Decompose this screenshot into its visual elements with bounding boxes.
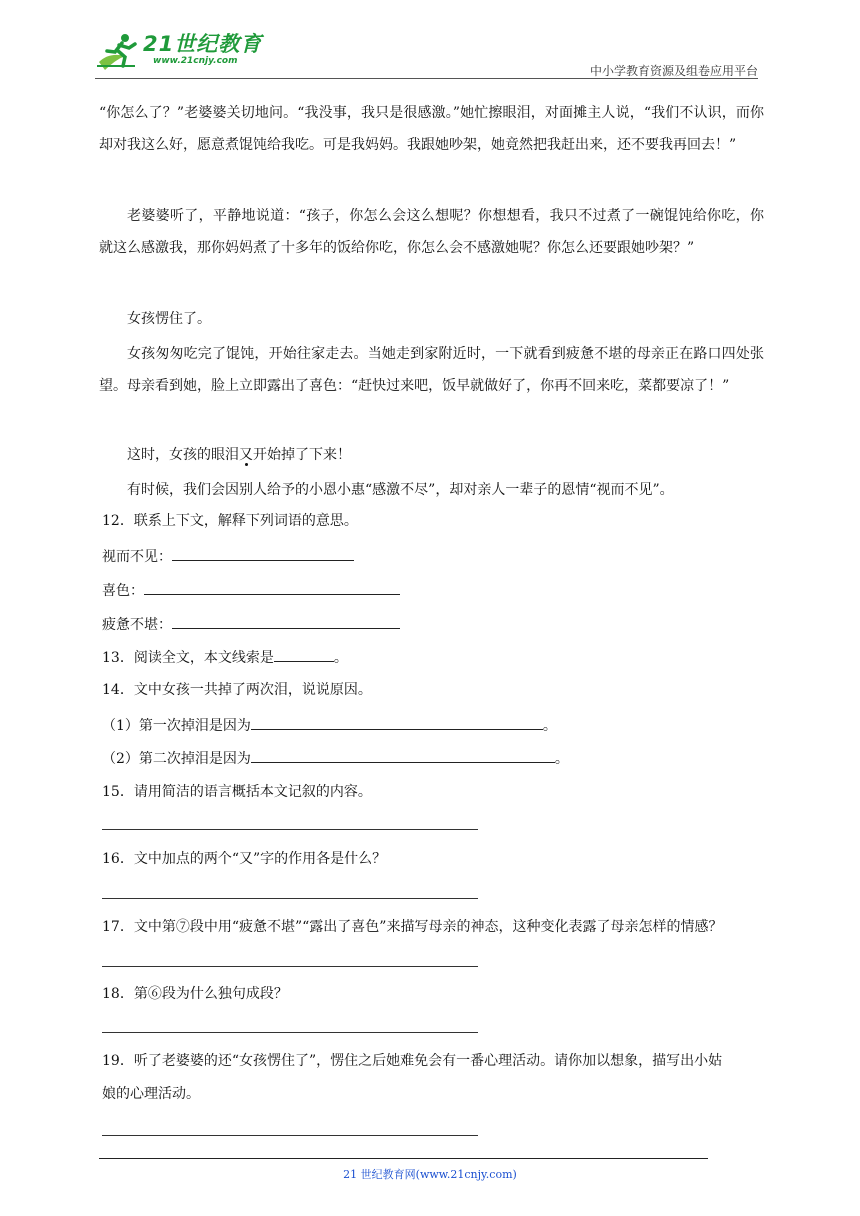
question-19-continued: 娘的心理活动。 bbox=[102, 1086, 200, 1102]
paragraph-text: “你怎么了？”老婆婆关切地问。“我没事，我只是很感激。”她忙擦眼泪，对面摊主人说，“我们不认识，而你却对我这么好，愿意煮馄饨给我吃。可是我妈妈。我跟她吵架，她竟然把我赶出来，还不要我再回去！” bbox=[99, 105, 764, 153]
question-text: （1）第一次掉泪是因为 bbox=[102, 718, 251, 734]
header-divider bbox=[95, 78, 758, 79]
site-logo bbox=[95, 32, 262, 72]
answer-blank[interactable] bbox=[172, 546, 354, 561]
passage-paragraph bbox=[99, 200, 764, 264]
question-text: 13．阅读全文，本文线索是 bbox=[102, 650, 274, 666]
text-after: 开始掉了下来！ bbox=[253, 447, 351, 463]
text-before: 这时，女孩的眼泪 bbox=[127, 447, 239, 463]
question-16: 16．文中加点的两个“又”字的作用各是什么？ bbox=[102, 851, 387, 867]
answer-blank[interactable] bbox=[251, 715, 543, 730]
question-18: 18．第⑥段为什么独句成段？ bbox=[102, 986, 288, 1002]
question-12: 12．联系上下文，解释下列词语的意思。 bbox=[102, 513, 358, 529]
paragraph-text: 女孩匆匆吃完了馄饨，开始往家走去。当她走到家附近时，一下就看到疲惫不堪的母亲正在路口四处张望。母亲看到她，脸上立即露出了喜色：“赶快过来吧，饭早就做好了，你再不回来吃，菜都要凉了！” bbox=[99, 346, 764, 394]
answer-line[interactable] bbox=[102, 1032, 478, 1033]
runner-logo-icon bbox=[95, 32, 141, 72]
answer-line[interactable] bbox=[102, 966, 478, 967]
paragraph-text: 有时候，我们会因别人给予的小恩小惠“感激不尽”，却对亲人一辈子的恩情“视而不见”。 bbox=[127, 482, 674, 498]
passage-paragraph bbox=[99, 338, 764, 402]
question-text: 。 bbox=[333, 650, 348, 666]
footer-divider bbox=[99, 1158, 708, 1159]
q14-item-1 bbox=[102, 715, 557, 736]
question-text: 。 bbox=[542, 718, 557, 734]
question-17: 17．文中第⑦段中用“疲惫不堪”“露出了喜色”来描写母亲的神态，这种变化表露了母亲怎样的情感？ bbox=[102, 919, 723, 935]
question-13 bbox=[102, 647, 348, 668]
answer-blank[interactable] bbox=[144, 580, 400, 595]
question-15: 15．请用简洁的语言概括本文记叙的内容。 bbox=[102, 784, 372, 800]
answer-blank[interactable] bbox=[274, 647, 334, 662]
logo-title: 21世纪教育 bbox=[143, 32, 263, 56]
passage-paragraph bbox=[99, 97, 764, 161]
passage-paragraph bbox=[99, 303, 764, 335]
dotted-character: 又 bbox=[239, 447, 253, 463]
question-14: 14．文中女孩一共掉了两次泪，说说原因。 bbox=[102, 682, 372, 698]
answer-line[interactable] bbox=[102, 898, 478, 899]
q12-item-a bbox=[102, 546, 354, 567]
term-label: 喜色： bbox=[102, 583, 144, 599]
answer-line[interactable] bbox=[102, 829, 478, 830]
term-label: 疲惫不堪： bbox=[102, 617, 172, 633]
page-header bbox=[95, 30, 758, 80]
answer-line[interactable] bbox=[102, 1135, 478, 1136]
question-text: 。 bbox=[554, 751, 569, 767]
platform-name: 中小学教育资源及组卷应用平台 bbox=[589, 64, 758, 78]
question-19: 19．听了老婆婆的还“女孩愣住了”，愣住之后她难免会有一番心理活动。请你加以想象，描写出小姑 bbox=[102, 1053, 723, 1069]
q12-item-c bbox=[102, 614, 400, 635]
term-label: 视而不见： bbox=[102, 549, 172, 565]
paragraph-text: 老婆婆听了，平静地说道：“孩子，你怎么会这么想呢？你想想看，我只不过煮了一碗馄饨给你吃，你就这么感激我，那你妈妈煮了十多年的饭给你吃，你怎么会不感激她呢？你怎么还要跟她吵架？” bbox=[99, 208, 764, 256]
paragraph-text bbox=[99, 439, 764, 471]
paragraph-text: 女孩愣住了。 bbox=[127, 311, 211, 327]
q12-item-b bbox=[102, 580, 400, 601]
answer-blank[interactable] bbox=[172, 614, 400, 629]
passage-paragraph bbox=[99, 439, 764, 471]
q14-item-2 bbox=[102, 748, 569, 769]
answer-blank[interactable] bbox=[251, 748, 555, 763]
logo-url: www.21cnjy.com bbox=[153, 56, 238, 66]
question-text: （2）第二次掉泪是因为 bbox=[102, 751, 251, 767]
footer-link[interactable]: 21 世纪教育网(www.21cnjy.com) bbox=[343, 1168, 517, 1181]
passage-paragraph bbox=[99, 474, 764, 506]
